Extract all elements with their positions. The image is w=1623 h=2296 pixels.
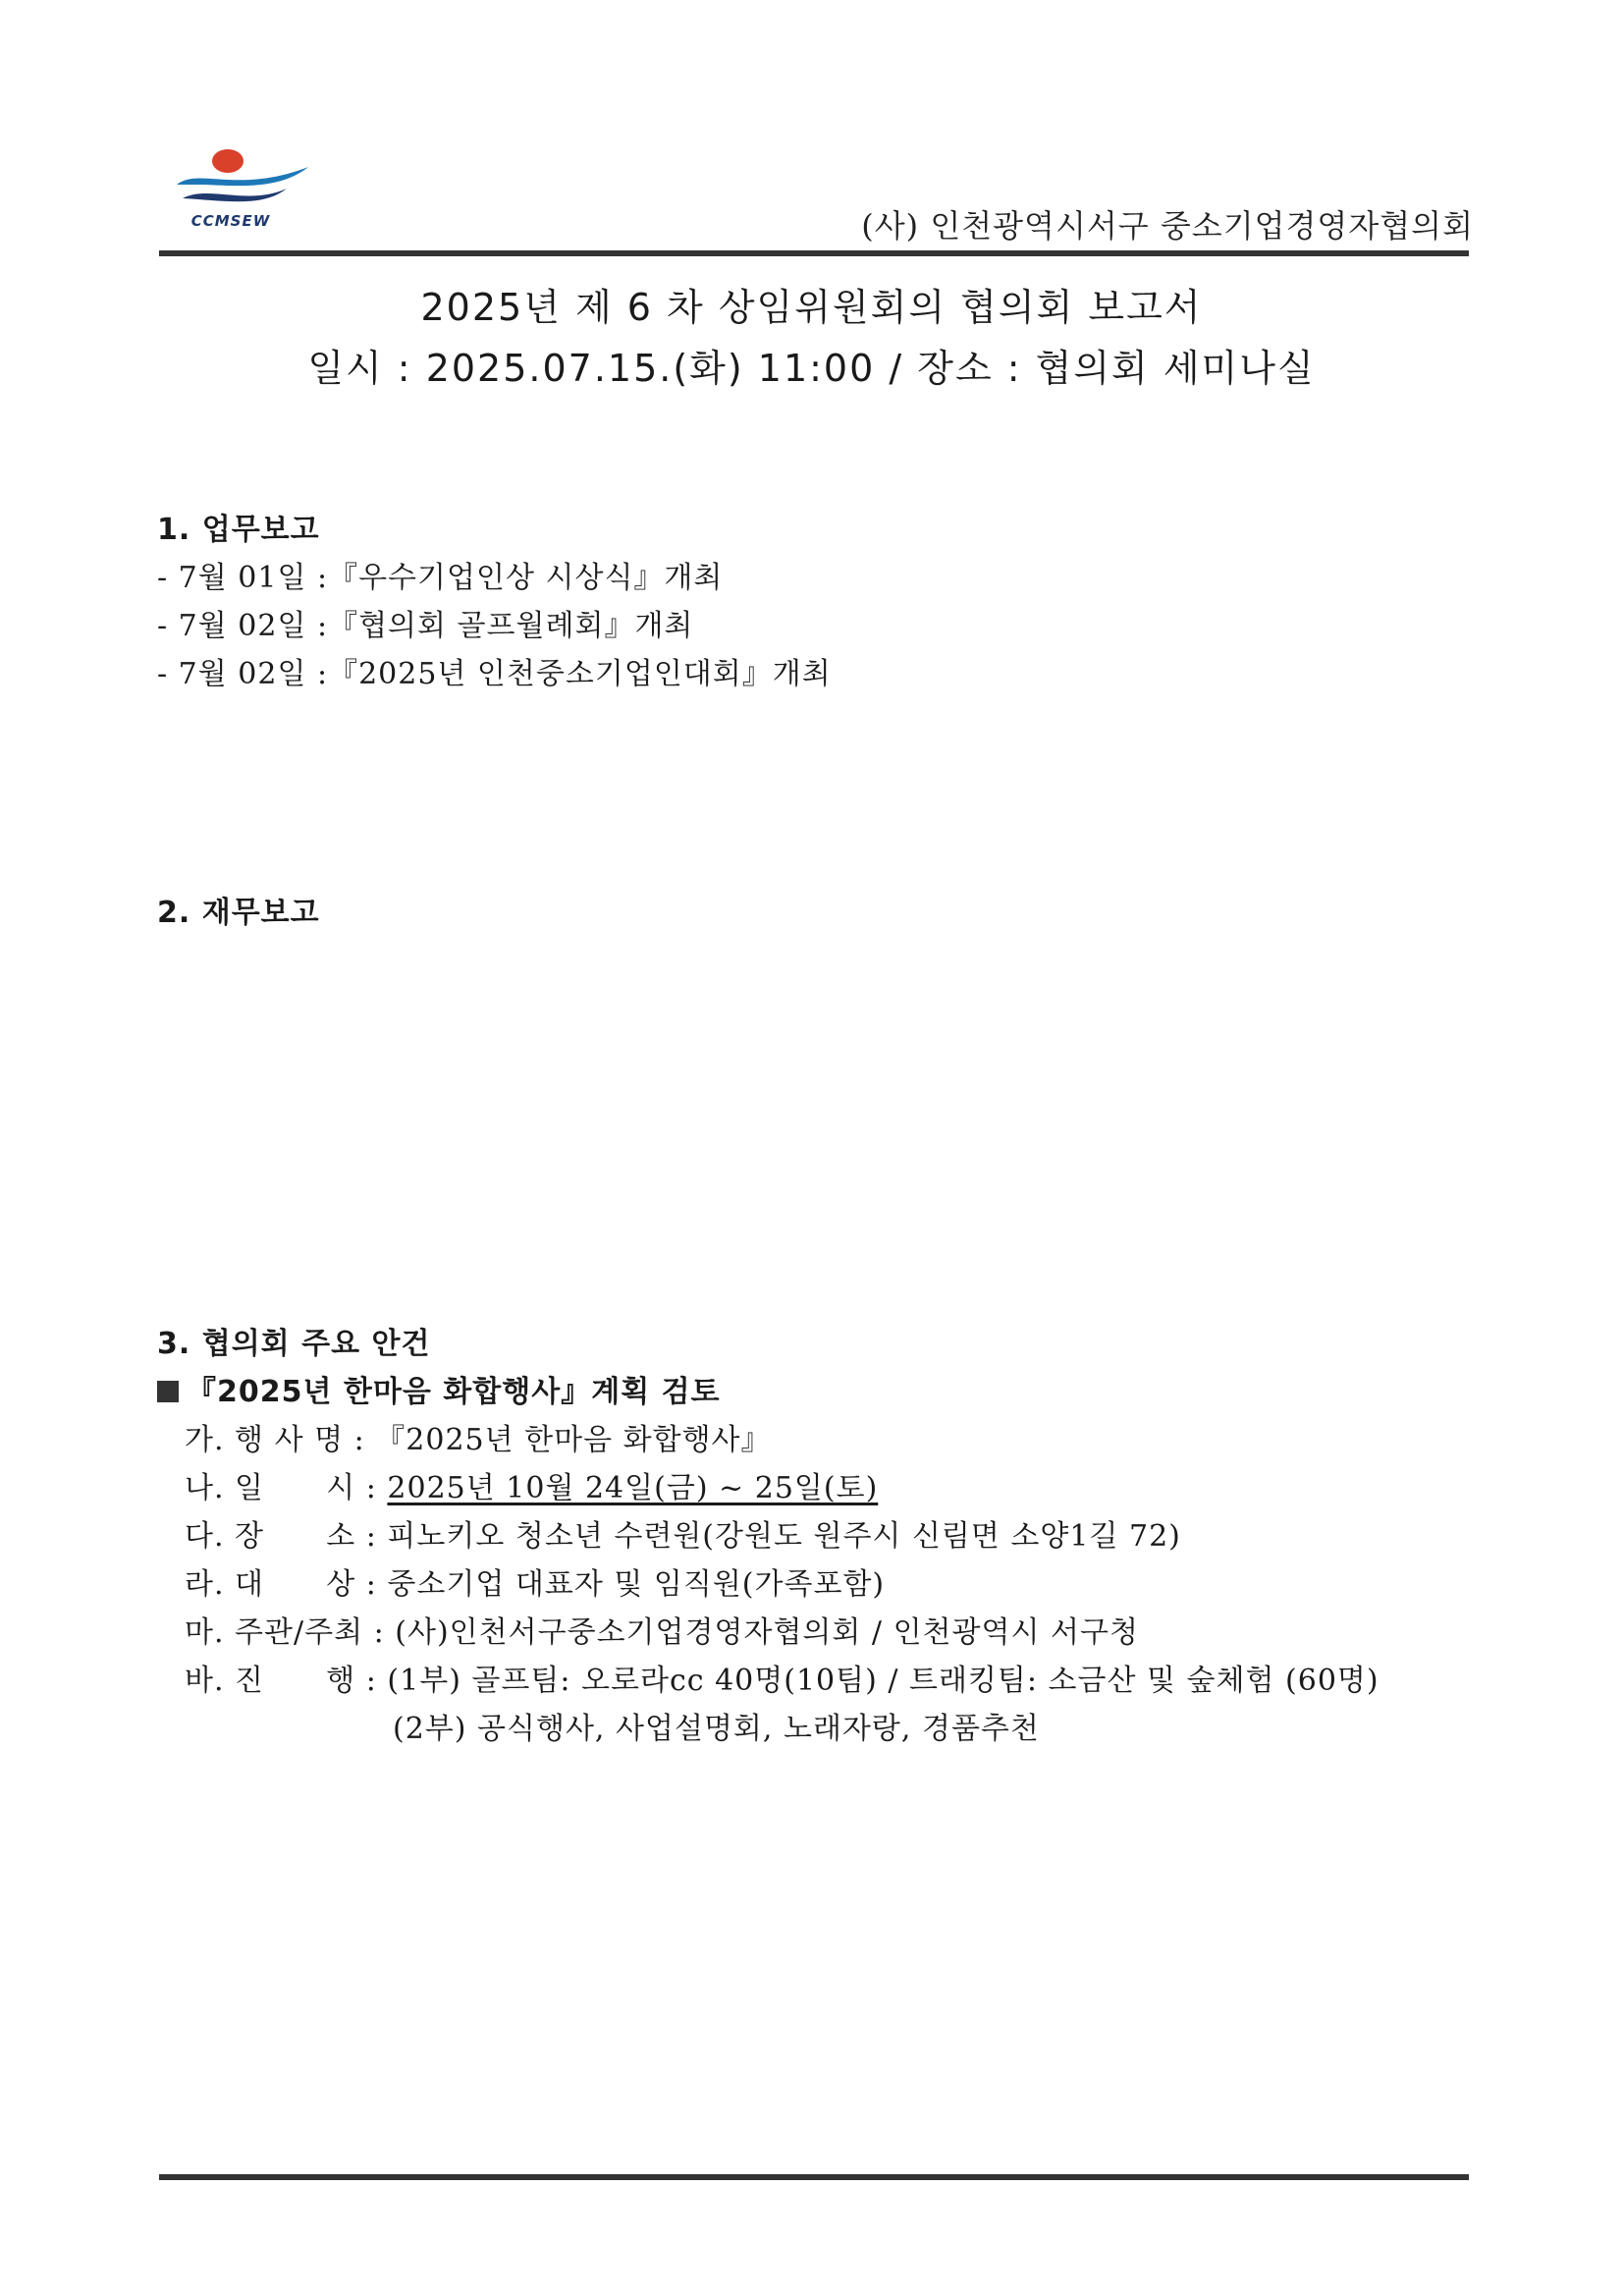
header-divider [159,250,1469,256]
row-label: 나. 일 시 : [185,1471,377,1505]
agenda-row-place [185,1511,1181,1555]
agenda-row-event-name [185,1415,772,1458]
agenda-row-program [185,1656,1380,1699]
row-label: 라. 대 상 : [185,1567,377,1602]
organization-name: (사) 인천광역시서구 중소기업경영자협의회 [861,207,1474,245]
agenda-title [157,1367,721,1410]
row-value: 2025년 10월 24일(금) ~ 25일(토) [387,1471,879,1505]
agenda-row-organizer [185,1608,1139,1651]
row-label: 마. 주관/주최 : [185,1615,385,1650]
row-value: 『2025년 한마음 화합행사』 [375,1423,772,1457]
business-report-item: - 7월 01일 :『우수기업인상 시상식』개최 [157,561,724,595]
footer-divider [159,2174,1469,2180]
row-label: 바. 진 행 : [185,1664,377,1698]
agenda-title-text: 『2025년 한마음 화합행사』계획 검토 [187,1375,721,1409]
organization-logo [169,145,316,234]
agenda-row-date [185,1463,878,1506]
logo-text: CCMSEW [190,212,271,230]
report-title: 2025년 제 6 차 상임위원회의 협의회 보고서 [420,286,1203,329]
section-heading-business-report: 1. 업무보고 [157,513,320,547]
row-value: 중소기업 대표자 및 임직원(가족포함) [387,1567,886,1602]
row-value: 피노키오 청소년 수련원(강원도 원주시 신림면 소양1길 72) [387,1519,1181,1554]
business-report-item: - 7월 02일 :『협의회 골프월례회』개최 [157,609,694,643]
row-value: (1부) 골프팀: 오로라cc 40명(10팀) / 트래킹팀: 소금산 및 숲체험 (60명) [387,1664,1380,1698]
square-bullet-icon [157,1381,179,1402]
row-label: 가. 행 사 명 : [185,1423,365,1457]
business-report-item: - 7월 02일 :『2025년 인천중소기업인대회』개최 [157,657,832,691]
agenda-row-program-part2: (2부) 공식행사, 사업설명회, 노래자랑, 경품추천 [393,1712,1040,1746]
logo-emblem-icon [169,145,316,214]
section-heading-main-agenda: 3. 협의회 주요 안건 [157,1327,431,1361]
row-value: (사)인천서구중소기업경영자협의회 / 인천광역시 서구청 [395,1615,1139,1650]
row-label: 다. 장 소 : [185,1519,377,1554]
section-heading-financial-report: 2. 재무보고 [157,896,320,930]
report-datetime-location: 일시 : 2025.07.15.(화) 11:00 / 장소 : 협의회 세미나실 [307,347,1316,390]
agenda-row-target [185,1559,885,1603]
